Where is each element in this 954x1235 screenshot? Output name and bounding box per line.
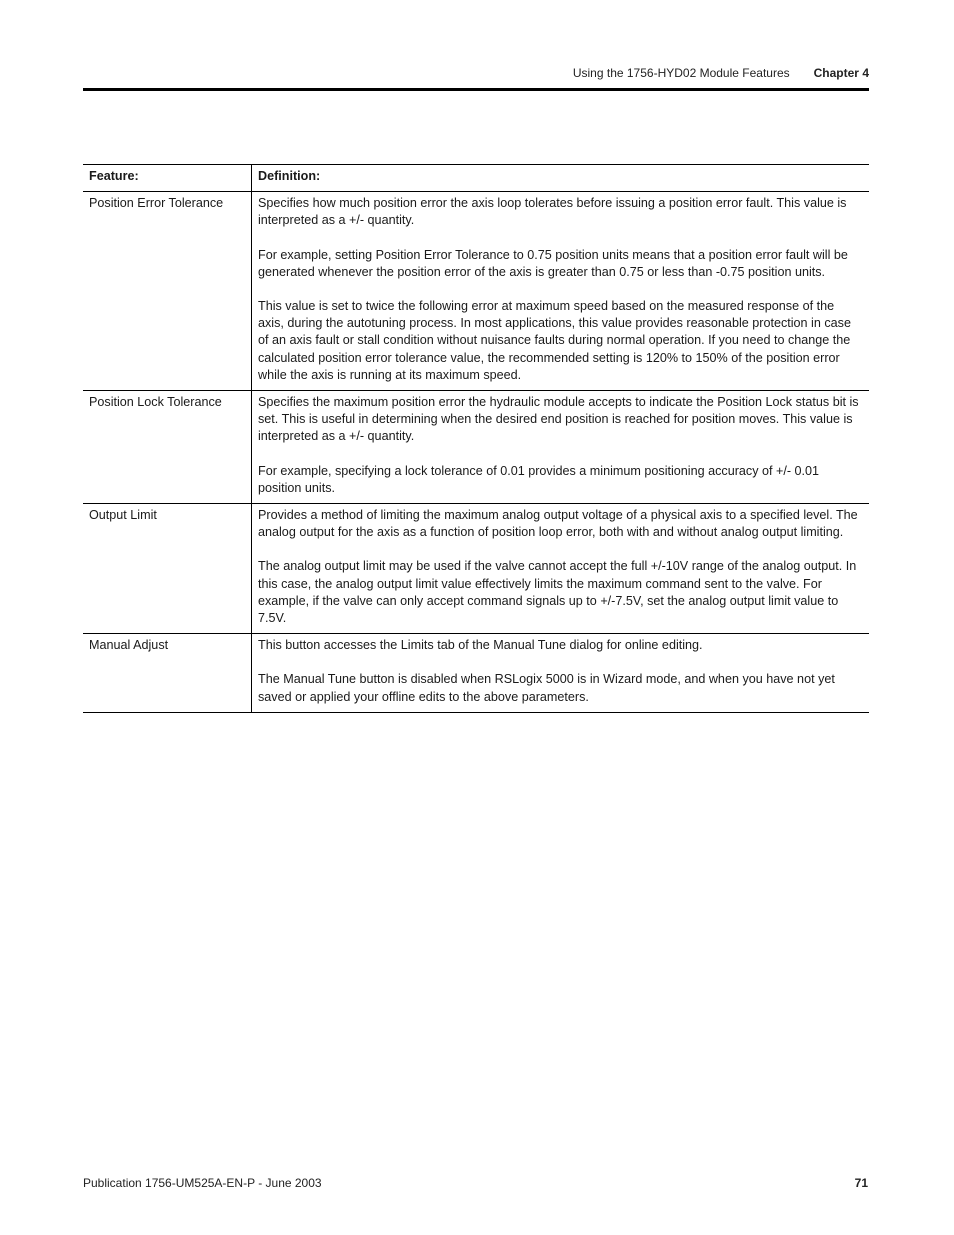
feature-cell: Position Error Tolerance xyxy=(83,192,252,391)
page-number: 71 xyxy=(854,1176,868,1190)
definition-paragraph: Specifies how much position error the axis loop tolerates before issuing a position error fault. This value is interpreted as a +/- quantity. xyxy=(258,196,847,228)
table-row xyxy=(83,192,869,391)
section-title: Using the 1756-HYD02 Module Features xyxy=(572,66,790,80)
header-rule xyxy=(83,88,869,91)
definition-paragraph: This value is set to twice the following error at maximum speed based on the measured response of the axis, during the autotuning process. In most applications, this value provides reasonable protection in case of an axis fault or stall condition without nuisance faults during normal operation. If you need to change the calculated position error tolerance value, the recommended setting is 120% to 150% of the position error while the axis is running at its maximum speed. xyxy=(258,299,851,382)
definition-cell xyxy=(252,192,870,391)
feature-column-header: Feature: xyxy=(83,165,252,192)
feature-definition-table xyxy=(83,164,869,713)
definition-column-header: Definition: xyxy=(252,165,870,192)
definition-cell xyxy=(252,634,870,713)
chapter-label: Chapter 4 xyxy=(813,66,869,80)
definition-paragraph: Specifies the maximum position error the hydraulic module accepts to indicate the Position Lock status bit is set. This is useful in determining when the desired end position is reached for position moves. This value is interpreted as a +/- quantity. xyxy=(258,395,859,444)
feature-cell: Position Lock Tolerance xyxy=(83,391,252,504)
table-row xyxy=(83,504,869,634)
feature-cell: Output Limit xyxy=(83,504,252,634)
table-row xyxy=(83,634,869,713)
table-row xyxy=(83,391,869,504)
definition-paragraph: For example, setting Position Error Tolerance to 0.75 position units means that a position error fault will be generated whenever the position error of the axis is greater than 0.75 or less than -0.75 position units. xyxy=(258,247,848,279)
definition-paragraph: For example, specifying a lock tolerance of 0.01 provides a minimum positioning accuracy of +/- 0.01 position units. xyxy=(258,463,820,495)
page-header xyxy=(573,66,869,80)
definition-cell xyxy=(252,391,870,504)
definition-paragraph: This button accesses the Limits tab of the Manual Tune dialog for online editing. xyxy=(258,638,703,653)
table-header-row xyxy=(83,165,869,192)
definition-paragraph: The analog output limit may be used if the valve cannot accept the full +/-10V range of the analog output. In this case, the analog output limit value effectively limits the maximum command sent to the valve. For example, if the valve can only accept command signals up to +/-7.5V, set the analog output limit value to 7.5V. xyxy=(258,559,857,626)
publication-footer: Publication 1756-UM525A-EN-P - June 2003 xyxy=(83,1176,322,1190)
definition-cell xyxy=(252,504,870,634)
definition-paragraph: Provides a method of limiting the maximum analog output voltage of a physical axis to a specified level. The analog output for the axis as a function of position loop error, both with and without analog output limiting. xyxy=(258,508,858,540)
feature-cell: Manual Adjust xyxy=(83,634,252,713)
definition-paragraph: The Manual Tune button is disabled when RSLogix 5000 is in Wizard mode, and when you have not yet saved or applied your offline edits to the above parameters. xyxy=(258,672,835,704)
